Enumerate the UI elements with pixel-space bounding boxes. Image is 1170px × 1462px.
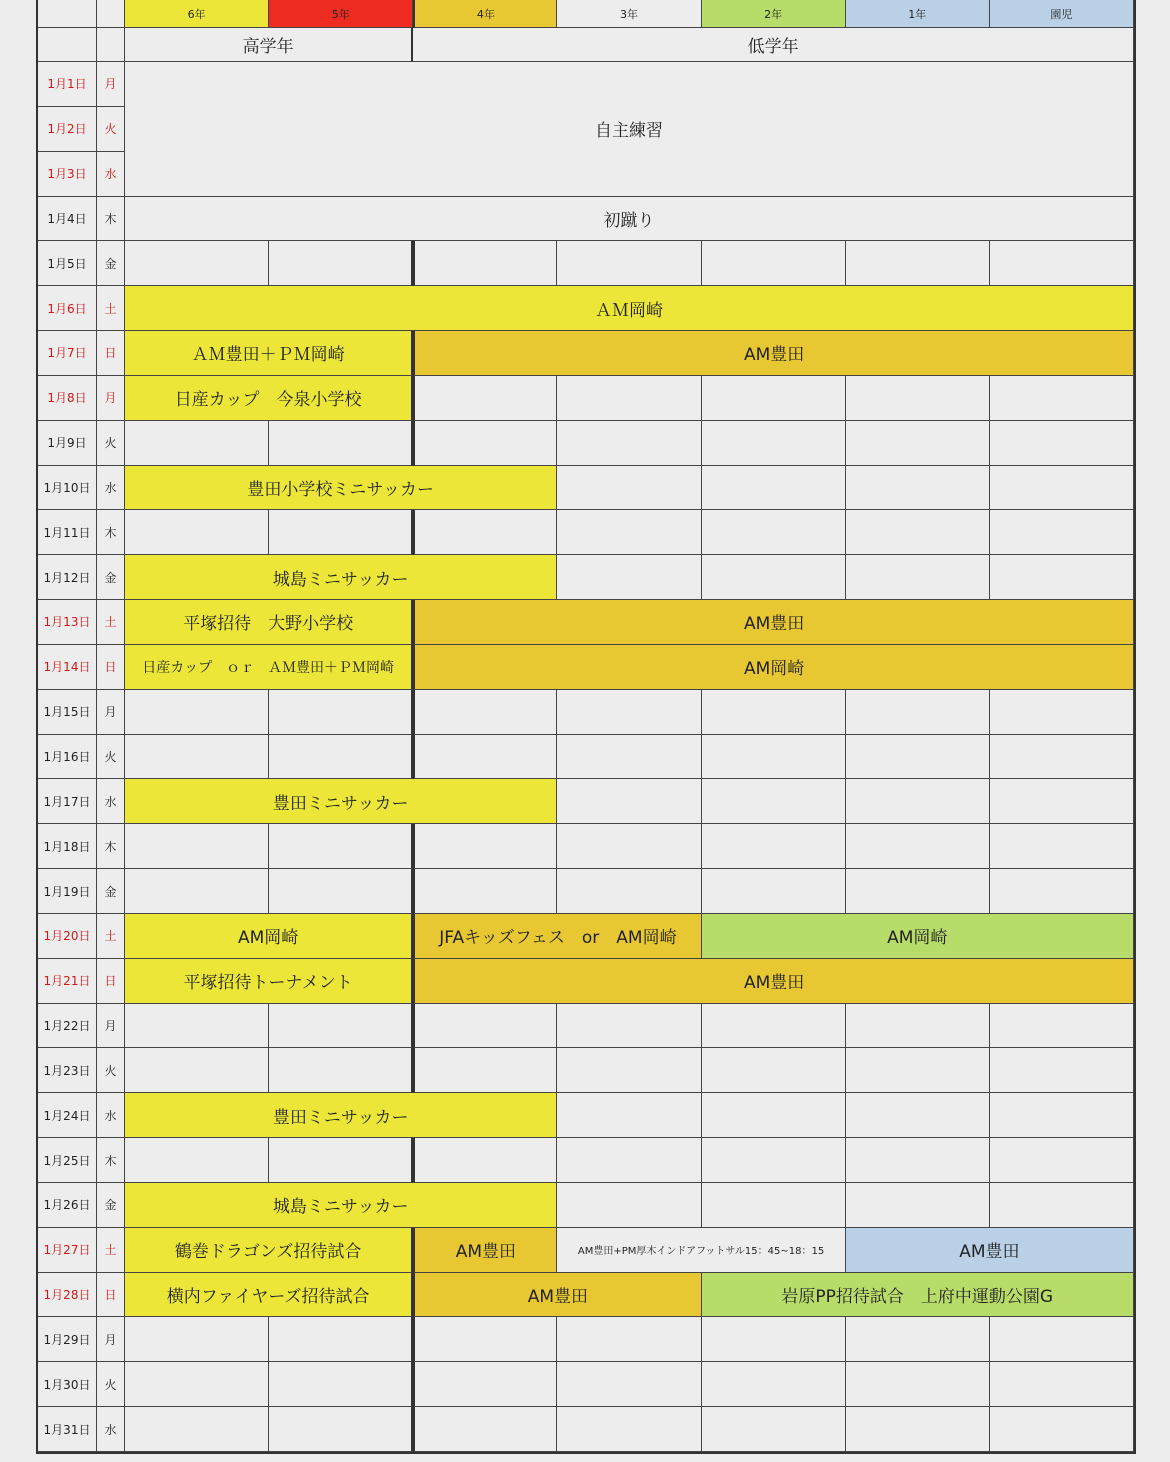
empty-slot — [702, 241, 846, 286]
date-cell: 1月8日 — [38, 376, 97, 421]
empty-slot — [557, 1048, 701, 1093]
empty-slot — [702, 376, 846, 421]
empty-slot — [990, 824, 1134, 869]
weekday-cell: 水 — [97, 466, 125, 511]
empty-slot — [557, 1407, 701, 1452]
empty-slot — [557, 1362, 701, 1407]
weekday-cell: 金 — [97, 1183, 125, 1228]
empty-slot — [846, 1317, 990, 1362]
event-block: AM豊田 — [413, 331, 1134, 376]
date-cell: 1月20日 — [38, 914, 97, 959]
empty-slot — [557, 510, 701, 555]
empty-slot — [846, 376, 990, 421]
empty-slot — [990, 466, 1134, 511]
grade-header: 2年 — [702, 0, 846, 28]
event-block: 日産カップ ｏｒ ＡＭ豊田＋ＰＭ岡崎 — [125, 645, 413, 690]
empty-slot — [125, 690, 269, 735]
weekday-cell: 月 — [97, 1004, 125, 1049]
date-cell: 1月30日 — [38, 1362, 97, 1407]
empty-slot — [846, 1362, 990, 1407]
empty-slot — [413, 1138, 557, 1183]
empty-slot — [269, 1407, 413, 1452]
empty-slot — [990, 779, 1134, 824]
event-block: 鶴巻ドラゴンズ招待試合 — [125, 1228, 413, 1273]
weekday-cell: 月 — [97, 62, 125, 107]
empty-slot — [990, 1138, 1134, 1183]
weekday-cell: 水 — [97, 1093, 125, 1138]
event-block: AM豊田 — [413, 1228, 557, 1273]
empty-slot — [990, 1407, 1134, 1452]
date-cell: 1月1日 — [38, 62, 97, 107]
empty-slot — [413, 1317, 557, 1362]
empty-slot — [990, 869, 1134, 914]
date-cell: 1月28日 — [38, 1273, 97, 1318]
header-blank-dow — [97, 0, 125, 28]
empty-slot — [125, 1048, 269, 1093]
weekday-cell: 火 — [97, 107, 125, 152]
date-cell: 1月23日 — [38, 1048, 97, 1093]
date-cell: 1月25日 — [38, 1138, 97, 1183]
empty-slot — [702, 1093, 846, 1138]
event-block: 横内ファイヤーズ招待試合 — [125, 1273, 413, 1318]
empty-slot — [413, 1407, 557, 1452]
empty-slot — [846, 1004, 990, 1049]
empty-slot — [702, 735, 846, 780]
empty-slot — [269, 1048, 413, 1093]
header-blank-dow — [97, 28, 125, 62]
group-upper-label: 高学年 — [125, 28, 413, 62]
empty-slot — [557, 779, 701, 824]
empty-slot — [702, 555, 846, 600]
date-cell: 1月29日 — [38, 1317, 97, 1362]
header-blank-date — [38, 0, 97, 28]
weekday-cell: 水 — [97, 1407, 125, 1452]
empty-slot — [269, 824, 413, 869]
empty-slot — [702, 690, 846, 735]
empty-slot — [125, 1362, 269, 1407]
empty-slot — [702, 1317, 846, 1362]
empty-slot — [990, 690, 1134, 735]
empty-slot — [702, 1362, 846, 1407]
empty-slot — [557, 555, 701, 600]
empty-slot — [125, 1407, 269, 1452]
empty-slot — [413, 510, 557, 555]
date-cell: 1月18日 — [38, 824, 97, 869]
event-block: 城島ミニサッカー — [125, 555, 557, 600]
event-block: 平塚招待トーナメント — [125, 959, 413, 1004]
empty-slot — [702, 1004, 846, 1049]
empty-slot — [413, 376, 557, 421]
empty-slot — [990, 1183, 1134, 1228]
date-cell: 1月31日 — [38, 1407, 97, 1452]
empty-slot — [990, 376, 1134, 421]
date-cell: 1月7日 — [38, 331, 97, 376]
grade-header: 園児 — [990, 0, 1134, 28]
empty-slot — [990, 735, 1134, 780]
weekday-cell: 金 — [97, 869, 125, 914]
group-lower-label: 低学年 — [413, 28, 1134, 62]
empty-slot — [413, 1048, 557, 1093]
weekday-cell: 水 — [97, 779, 125, 824]
empty-slot — [269, 869, 413, 914]
empty-slot — [702, 1183, 846, 1228]
event-block: 城島ミニサッカー — [125, 1183, 557, 1228]
empty-slot — [557, 735, 701, 780]
event-block: ＡＭ岡崎 — [125, 286, 1134, 331]
empty-slot — [269, 510, 413, 555]
event-block: 平塚招待 大野小学校 — [125, 600, 413, 645]
empty-slot — [269, 241, 413, 286]
date-cell: 1月15日 — [38, 690, 97, 735]
empty-slot — [846, 779, 990, 824]
empty-slot — [557, 869, 701, 914]
grade-header: 6年 — [125, 0, 269, 28]
empty-slot — [846, 555, 990, 600]
empty-slot — [413, 690, 557, 735]
event-block: AM豊田 — [846, 1228, 1134, 1273]
event-block: 豊田小学校ミニサッカー — [125, 466, 557, 511]
empty-slot — [413, 1362, 557, 1407]
empty-slot — [269, 1362, 413, 1407]
empty-slot — [846, 241, 990, 286]
weekday-cell: 木 — [97, 197, 125, 242]
grade-header: 1年 — [846, 0, 990, 28]
empty-slot — [846, 421, 990, 466]
date-cell: 1月3日 — [38, 152, 97, 197]
date-cell: 1月14日 — [38, 645, 97, 690]
empty-slot — [413, 1004, 557, 1049]
weekday-cell: 土 — [97, 914, 125, 959]
event-block: 豊田ミニサッカー — [125, 1093, 557, 1138]
weekday-cell: 火 — [97, 735, 125, 780]
empty-slot — [413, 824, 557, 869]
weekday-cell: 木 — [97, 510, 125, 555]
weekday-cell: 日 — [97, 1273, 125, 1318]
event-block: 岩原PP招待試合 上府中運動公園G — [702, 1273, 1134, 1318]
weekday-cell: 火 — [97, 421, 125, 466]
empty-slot — [846, 1048, 990, 1093]
empty-slot — [125, 421, 269, 466]
empty-slot — [702, 1138, 846, 1183]
schedule-table — [36, 0, 1136, 1454]
event-block: AM岡崎 — [125, 914, 413, 959]
event-block: 日産カップ 今泉小学校 — [125, 376, 413, 421]
empty-slot — [846, 735, 990, 780]
empty-slot — [846, 690, 990, 735]
weekday-cell: 木 — [97, 1138, 125, 1183]
grade-header: 3年 — [557, 0, 701, 28]
empty-slot — [702, 779, 846, 824]
date-cell: 1月24日 — [38, 1093, 97, 1138]
event-block: AM岡崎 — [702, 914, 1134, 959]
event-block: AM豊田+PM厚木インドアフットサル15：45~18：15 — [557, 1228, 845, 1273]
date-cell: 1月12日 — [38, 555, 97, 600]
weekday-cell: 日 — [97, 645, 125, 690]
weekday-cell: 金 — [97, 241, 125, 286]
weekday-cell: 日 — [97, 331, 125, 376]
empty-slot — [990, 1048, 1134, 1093]
weekday-cell: 月 — [97, 1317, 125, 1362]
empty-slot — [990, 555, 1134, 600]
empty-slot — [702, 1407, 846, 1452]
empty-slot — [557, 421, 701, 466]
empty-slot — [846, 1183, 990, 1228]
grade-header: 4年 — [413, 0, 557, 28]
empty-slot — [125, 1138, 269, 1183]
empty-slot — [413, 869, 557, 914]
date-cell: 1月13日 — [38, 600, 97, 645]
weekday-cell: 月 — [97, 690, 125, 735]
date-cell: 1月5日 — [38, 241, 97, 286]
empty-slot — [125, 1317, 269, 1362]
date-cell: 1月19日 — [38, 869, 97, 914]
empty-slot — [269, 690, 413, 735]
date-cell: 1月17日 — [38, 779, 97, 824]
date-cell: 1月27日 — [38, 1228, 97, 1273]
date-cell: 1月10日 — [38, 466, 97, 511]
date-cell: 1月26日 — [38, 1183, 97, 1228]
empty-slot — [125, 1004, 269, 1049]
empty-slot — [702, 869, 846, 914]
empty-slot — [990, 1362, 1134, 1407]
empty-slot — [413, 421, 557, 466]
date-cell: 1月6日 — [38, 286, 97, 331]
weekday-cell: 土 — [97, 1228, 125, 1273]
date-cell: 1月9日 — [38, 421, 97, 466]
empty-slot — [125, 869, 269, 914]
weekday-cell: 水 — [97, 152, 125, 197]
event-block: AM豊田 — [413, 959, 1134, 1004]
empty-slot — [846, 1138, 990, 1183]
weekday-cell: 日 — [97, 959, 125, 1004]
event-block: AM豊田 — [413, 1273, 701, 1318]
weekday-cell: 火 — [97, 1362, 125, 1407]
event-block: 豊田ミニサッカー — [125, 779, 557, 824]
empty-slot — [557, 466, 701, 511]
weekday-cell: 金 — [97, 555, 125, 600]
empty-slot — [557, 1004, 701, 1049]
empty-slot — [269, 735, 413, 780]
empty-slot — [269, 1138, 413, 1183]
empty-slot — [990, 1093, 1134, 1138]
empty-slot — [702, 824, 846, 869]
empty-slot — [990, 241, 1134, 286]
empty-slot — [413, 735, 557, 780]
event-block: AM岡崎 — [413, 645, 1134, 690]
weekday-cell: 土 — [97, 600, 125, 645]
empty-slot — [846, 510, 990, 555]
empty-slot — [125, 241, 269, 286]
empty-slot — [846, 869, 990, 914]
weekday-cell: 木 — [97, 824, 125, 869]
empty-slot — [702, 466, 846, 511]
empty-slot — [990, 1317, 1134, 1362]
empty-slot — [125, 735, 269, 780]
empty-slot — [269, 421, 413, 466]
event-block: 初蹴り — [125, 197, 1134, 242]
empty-slot — [702, 1048, 846, 1093]
date-cell: 1月22日 — [38, 1004, 97, 1049]
empty-slot — [557, 1138, 701, 1183]
empty-slot — [990, 1004, 1134, 1049]
empty-slot — [846, 466, 990, 511]
empty-slot — [557, 241, 701, 286]
date-cell: 1月21日 — [38, 959, 97, 1004]
date-cell: 1月4日 — [38, 197, 97, 242]
date-cell: 1月2日 — [38, 107, 97, 152]
empty-slot — [846, 1093, 990, 1138]
grade-header: 5年 — [269, 0, 413, 28]
event-block: 自主練習 — [125, 62, 1134, 197]
event-block: ＡＭ豊田＋ＰＭ岡崎 — [125, 331, 413, 376]
empty-slot — [557, 1183, 701, 1228]
empty-slot — [557, 690, 701, 735]
empty-slot — [413, 241, 557, 286]
empty-slot — [846, 1407, 990, 1452]
empty-slot — [125, 510, 269, 555]
event-block: JFAキッズフェス or AM岡崎 — [413, 914, 701, 959]
weekday-cell: 火 — [97, 1048, 125, 1093]
empty-slot — [702, 421, 846, 466]
empty-slot — [990, 421, 1134, 466]
event-block: AM豊田 — [413, 600, 1134, 645]
header-blank-date — [38, 28, 97, 62]
empty-slot — [846, 824, 990, 869]
empty-slot — [269, 1004, 413, 1049]
empty-slot — [269, 1317, 413, 1362]
empty-slot — [557, 1093, 701, 1138]
empty-slot — [990, 510, 1134, 555]
date-cell: 1月16日 — [38, 735, 97, 780]
weekday-cell: 月 — [97, 376, 125, 421]
empty-slot — [125, 824, 269, 869]
empty-slot — [557, 376, 701, 421]
date-cell: 1月11日 — [38, 510, 97, 555]
weekday-cell: 土 — [97, 286, 125, 331]
empty-slot — [557, 1317, 701, 1362]
empty-slot — [557, 824, 701, 869]
empty-slot — [702, 510, 846, 555]
